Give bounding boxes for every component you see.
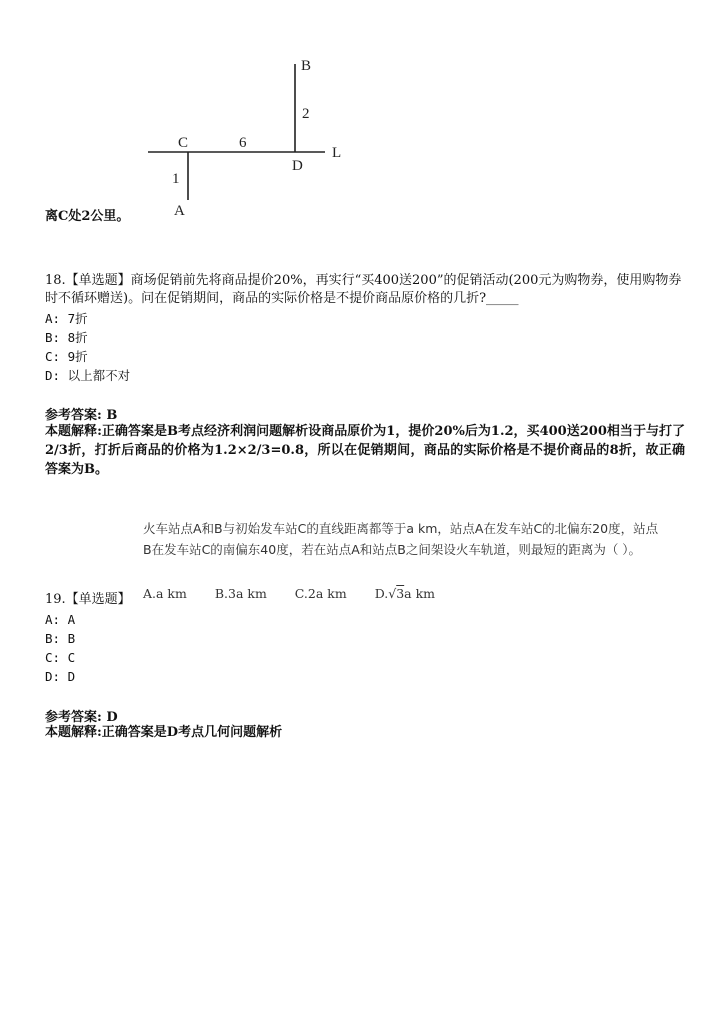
q18-option-d: D: 以上都不对: [45, 368, 131, 383]
q19-choice-c: C.2a km: [294, 586, 347, 601]
q19-option-a: A: A: [45, 612, 76, 627]
length-ca: 1: [172, 171, 180, 187]
q18-option-a: A: 7折: [45, 311, 88, 326]
label-l: L: [332, 145, 342, 161]
q18-option-c: C: 9折: [45, 349, 88, 364]
q19-image-text: 火车站点A和B与初始发车站C的直线距离都等于a km，站点A在发车站C的北偏东20度，站点B在发车站C的南偏东40度，若在站点A和站点B之间架设火车轨道，则最短的距离为（ ）。: [143, 521, 659, 557]
label-a: A: [174, 203, 185, 219]
length-cd: 6: [239, 135, 247, 151]
length-db: 2: [302, 106, 310, 122]
q19-option-b: B: B: [45, 631, 76, 646]
q19-choice-d-unit: a km: [404, 586, 436, 601]
q18-answer: 参考答案: B: [45, 408, 118, 423]
q18-explanation: 本题解释:正确答案是B考点经济利润问题解析设商品原价为1，提价20%后为1.2，买400送200相当于与打了2/3折，打折后商品的价格为1.2×2/3=0.8，所以在促销期间，商品的实际价格是不提价商品的8折，故正确答案为B。: [45, 424, 685, 477]
q19-choice-d-radicand: 3: [396, 586, 405, 601]
q18-stem: 18.【单选题】商场促销前先将商品提价20%，再实行“买400送200”的促销活动(200元为购物券，使用购物券时不循环赠送)。问在促销期间，商品的实际价格是不提价商品原价格的几折?_____: [45, 273, 682, 306]
sqrt-icon: √: [388, 586, 397, 601]
geometry-figure: [140, 52, 350, 227]
label-b: B: [301, 58, 312, 74]
q19-choice-d: [375, 586, 435, 601]
q19-label: 19.【单选题】: [45, 592, 131, 607]
q19-choice-d-prefix: D.: [374, 586, 389, 601]
label-c: C: [178, 135, 189, 151]
q19-option-c: C: C: [45, 650, 76, 665]
q19-answer: 参考答案: D: [45, 710, 118, 725]
q19-choices: [143, 586, 459, 601]
q19-choice-a: A.a km: [143, 586, 187, 601]
q19-option-d: D: D: [45, 669, 76, 684]
q18-option-b: B: 8折: [45, 330, 88, 345]
geometry-diagram: [140, 52, 350, 227]
figure-caption: 离C处2公里。: [45, 209, 130, 224]
q19-choice-b: B.3a km: [214, 586, 267, 601]
q19-explanation: 本题解释:正确答案是D考点几何问题解析: [45, 725, 283, 740]
label-d: D: [292, 158, 303, 174]
